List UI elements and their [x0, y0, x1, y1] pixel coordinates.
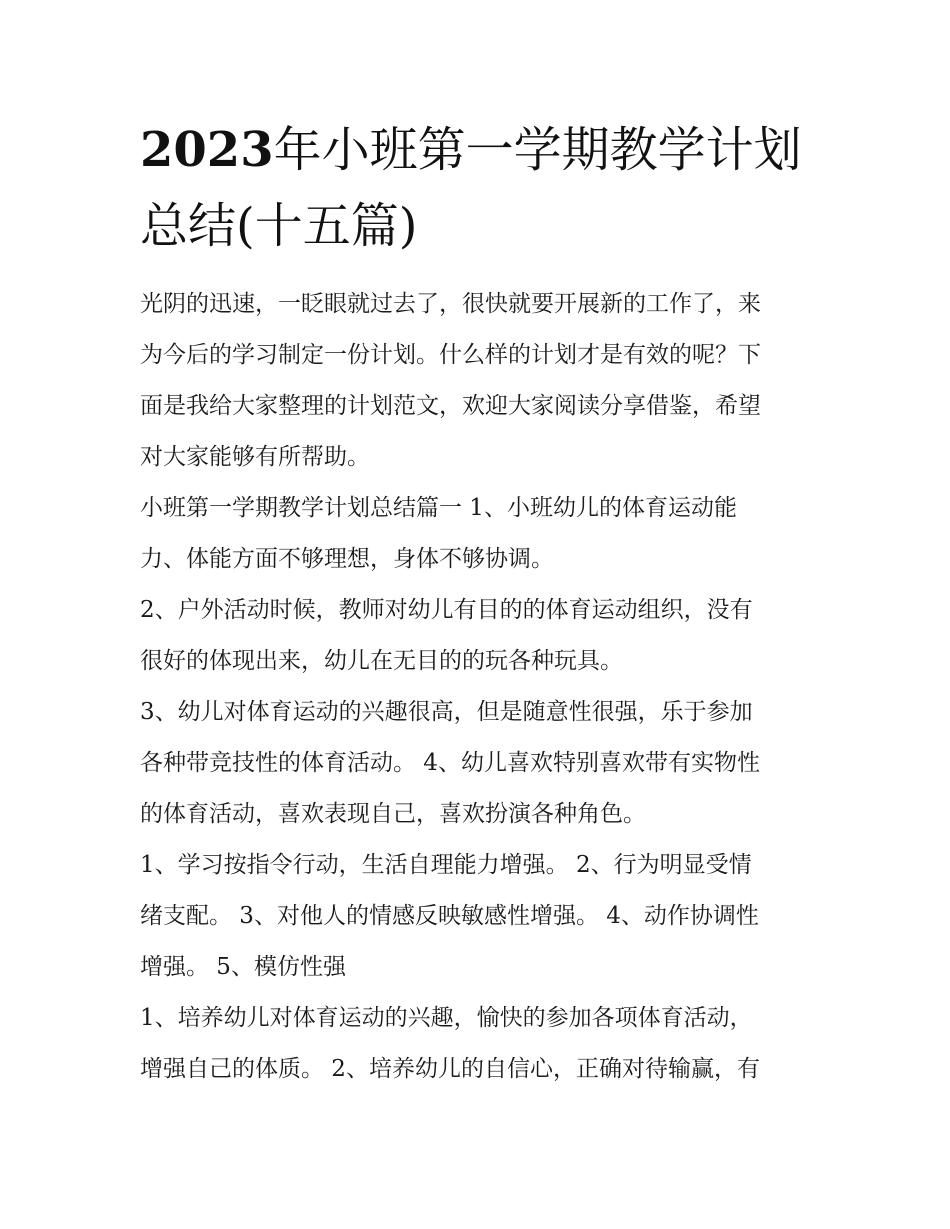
body-line: 绪支配。 3、对他人的情感反映敏感性增强。 4、动作协调性 — [140, 903, 759, 929]
body-line: 面是我给大家整理的计划范文，欢迎大家阅读分享借鉴，希望 — [140, 393, 761, 419]
body-line: 力、体能方面不够理想，身体不够协调。 — [140, 546, 554, 572]
body-line: 3、幼儿对体育运动的兴趣很高，但是随意性很强，乐于参加 — [140, 699, 753, 725]
document-title — [140, 112, 840, 264]
body-line: 光阴的迅速，一眨眼就过去了，很快就要开展新的工作了，来 — [140, 291, 761, 317]
title-year: 2023 — [140, 122, 274, 178]
body-line: 1、学习按指令行动，生活自理能力增强。 2、行为明显受情 — [140, 852, 752, 878]
title-line2-text: 总结(十五篇) — [140, 198, 418, 254]
body-line: 增强自己的体质。 2、培养幼儿的自信心，正确对待输赢，有 — [140, 1056, 760, 1082]
body-line: 很好的体现出来，幼儿在无目的的玩各种玩具。 — [140, 648, 623, 674]
body-line: 增强。 5、模仿性强 — [140, 954, 346, 980]
document-body — [140, 279, 820, 1095]
body-line: 对大家能够有所帮助。 — [140, 444, 370, 470]
body-line: 为今后的学习制定一份计划。什么样的计划才是有效的呢？下 — [140, 342, 761, 368]
body-line: 小班第一学期教学计划总结篇一 1、小班幼儿的体育运动能 — [140, 495, 737, 521]
body-line: 2、户外活动时候，教师对幼儿有目的的体育运动组织，没有 — [140, 597, 753, 623]
body-line: 的体育活动，喜欢表现自己，喜欢扮演各种角色。 — [140, 801, 646, 827]
body-line: 1、培养幼儿对体育运动的兴趣，愉快的参加各项体育活动， — [140, 1005, 753, 1031]
title-line1-text: 年小班第一学期教学计划 — [273, 122, 802, 178]
body-line: 各种带竞技性的体育活动。 4、幼儿喜欢特别喜欢带有实物性 — [140, 750, 760, 776]
